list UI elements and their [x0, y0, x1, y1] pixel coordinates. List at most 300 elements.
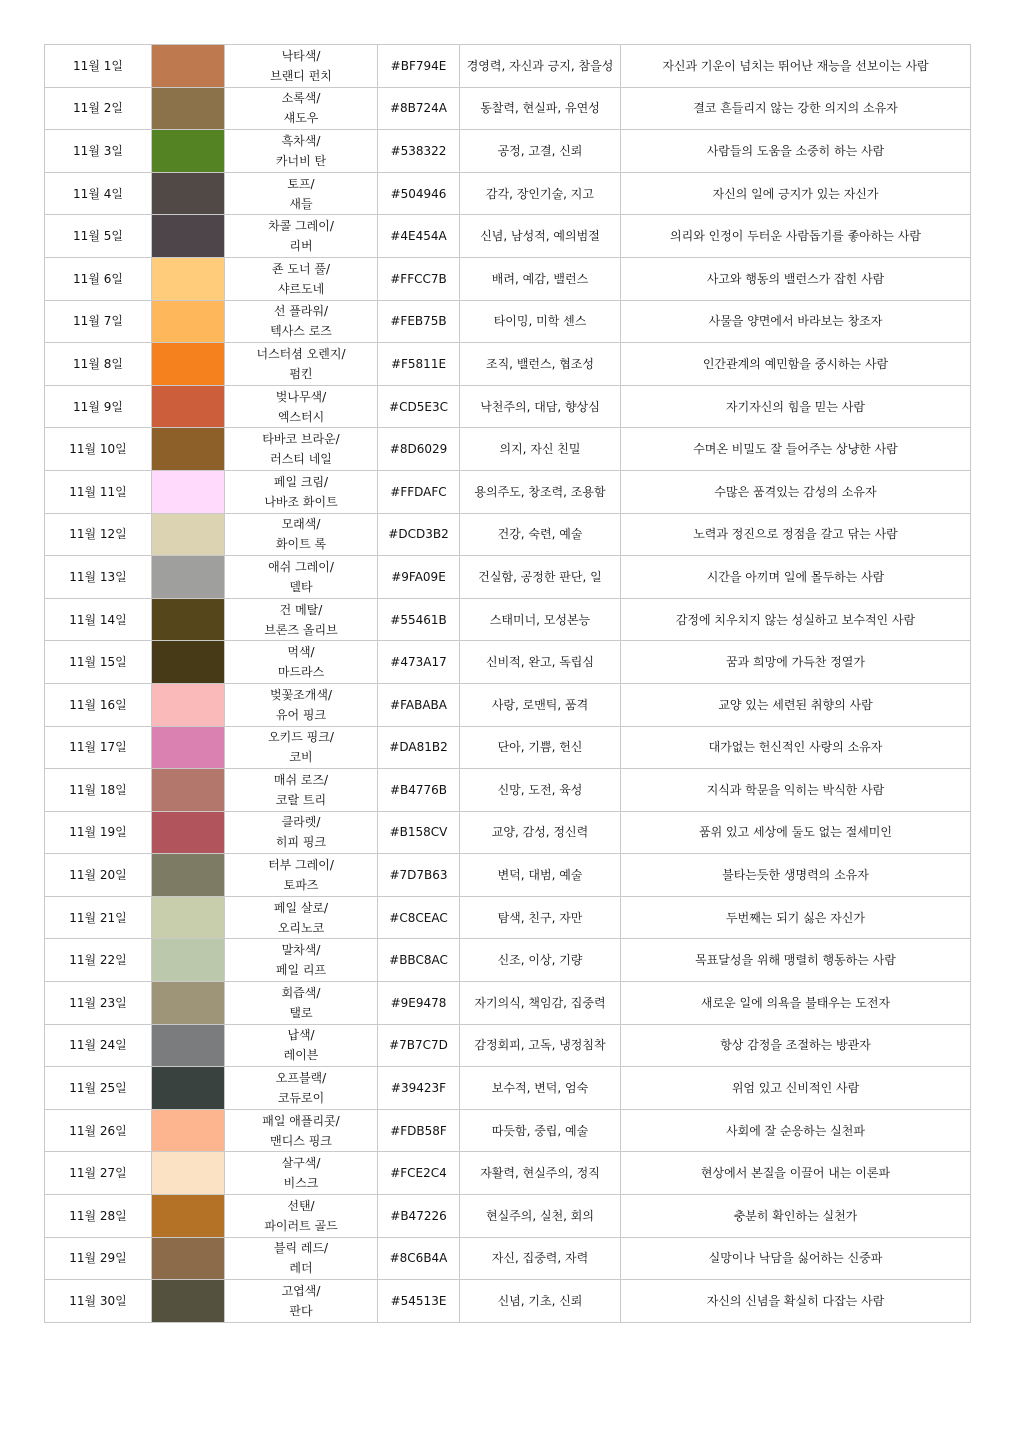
- color-swatch: [152, 45, 224, 87]
- color-name-secondary: 레더: [289, 1261, 313, 1276]
- color-swatch: [152, 556, 224, 598]
- table-row: [45, 1195, 971, 1238]
- color-name-secondary: 러스티 네일: [270, 452, 332, 467]
- description-cell: 꿈과 희망에 가득찬 정열가: [621, 641, 971, 684]
- color-name-secondary: 맨디스 핑크: [270, 1133, 332, 1148]
- date-cell: 11월 23일: [45, 982, 152, 1025]
- table-row: [45, 1024, 971, 1067]
- color-name-secondary: 코랄 트리: [275, 792, 327, 807]
- color-name-secondary: 나바조 화이트: [264, 494, 338, 509]
- keywords-cell: 보수적, 변덕, 엄숙: [460, 1067, 621, 1110]
- hex-code-cell: #8D6029: [378, 428, 460, 471]
- color-name-secondary: 마드라스: [277, 665, 325, 680]
- color-name-primary: 페일 크림/: [273, 474, 329, 489]
- swatch-cell: [152, 300, 225, 343]
- swatch-cell: [152, 726, 225, 769]
- color-swatch: [152, 897, 224, 939]
- color-name-cell: [225, 1195, 378, 1238]
- color-swatch: [152, 982, 224, 1024]
- date-cell: 11월 7일: [45, 300, 152, 343]
- color-name-secondary: 엑스터시: [277, 409, 325, 424]
- swatch-cell: [152, 811, 225, 854]
- color-name-cell: [225, 896, 378, 939]
- description-cell: 새로운 일에 의욕을 불태우는 도전자: [621, 982, 971, 1025]
- date-cell: 11월 24일: [45, 1024, 152, 1067]
- keywords-cell: 낙천주의, 대담, 향상심: [460, 385, 621, 428]
- swatch-cell: [152, 982, 225, 1025]
- color-name-secondary: 펌킨: [289, 366, 313, 381]
- hex-code-cell: #9E9478: [378, 982, 460, 1025]
- swatch-cell: [152, 598, 225, 641]
- description-cell: 인간관계의 예민함을 중시하는 사람: [621, 343, 971, 386]
- date-cell: 11월 15일: [45, 641, 152, 684]
- hex-code-cell: #DA81B2: [378, 726, 460, 769]
- color-name-secondary: 오리노코: [277, 920, 325, 935]
- color-name-secondary: 섀도우: [283, 111, 319, 126]
- description-cell: 사람들의 도움을 소중히 하는 사람: [621, 130, 971, 173]
- color-swatch: [152, 599, 224, 641]
- swatch-cell: [152, 1280, 225, 1323]
- color-name-cell: [225, 939, 378, 982]
- table-row: [45, 172, 971, 215]
- hex-code-cell: #FCE2C4: [378, 1152, 460, 1195]
- color-name-primary: 선 플라워/: [273, 304, 329, 319]
- date-cell: 11월 16일: [45, 683, 152, 726]
- description-cell: 자기자신의 힘을 믿는 사람: [621, 385, 971, 428]
- description-cell: 교양 있는 세련된 취향의 사람: [621, 683, 971, 726]
- color-swatch: [152, 812, 224, 854]
- color-name-primary: 납색/: [287, 1028, 315, 1043]
- date-cell: 11월 20일: [45, 854, 152, 897]
- hex-code-cell: #C8CEAC: [378, 896, 460, 939]
- color-name-cell: [225, 641, 378, 684]
- color-name-cell: [225, 769, 378, 812]
- date-cell: 11월 5일: [45, 215, 152, 258]
- color-swatch: [152, 939, 224, 981]
- date-cell: 11월 14일: [45, 598, 152, 641]
- keywords-cell: 신망, 도전, 육성: [460, 769, 621, 812]
- description-cell: 현상에서 본질을 이끌어 내는 이론파: [621, 1152, 971, 1195]
- hex-code-cell: #8B724A: [378, 87, 460, 130]
- color-swatch: [152, 88, 224, 130]
- color-name-secondary: 유어 핑크: [275, 707, 327, 722]
- swatch-cell: [152, 769, 225, 812]
- table-row: [45, 87, 971, 130]
- date-cell: 11월 11일: [45, 470, 152, 513]
- color-swatch: [152, 1110, 224, 1152]
- color-name-cell: [225, 257, 378, 300]
- hex-code-cell: #4E454A: [378, 215, 460, 258]
- hex-code-cell: #FFCC7B: [378, 257, 460, 300]
- keywords-cell: 경영력, 자신과 긍지, 참을성: [460, 45, 621, 88]
- color-swatch: [152, 1280, 224, 1322]
- date-cell: 11월 9일: [45, 385, 152, 428]
- date-cell: 11월 6일: [45, 257, 152, 300]
- hex-code-cell: #FFDAFC: [378, 470, 460, 513]
- description-cell: 실망이나 낙담을 싫어하는 신중파: [621, 1237, 971, 1280]
- color-name-primary: 벚나무색/: [275, 389, 327, 404]
- description-cell: 노력과 정진으로 정점을 갈고 닦는 사람: [621, 513, 971, 556]
- color-name-primary: 회즙색/: [281, 985, 321, 1000]
- color-name-primary: 죤 도너 풀/: [271, 261, 331, 276]
- swatch-cell: [152, 215, 225, 258]
- description-cell: 대가없는 헌신적인 사랑의 소유자: [621, 726, 971, 769]
- date-cell: 11월 1일: [45, 45, 152, 88]
- table-row: [45, 769, 971, 812]
- table-row: [45, 939, 971, 982]
- color-name-primary: 먹색/: [287, 645, 315, 660]
- keywords-cell: 동찰력, 현실파, 유연성: [460, 87, 621, 130]
- hex-code-cell: #F5811E: [378, 343, 460, 386]
- keywords-cell: 신조, 이상, 기량: [460, 939, 621, 982]
- hex-code-cell: #BF794E: [378, 45, 460, 88]
- date-cell: 11월 22일: [45, 939, 152, 982]
- color-name-cell: [225, 300, 378, 343]
- description-cell: 목표달성을 위해 맹렬히 행동하는 사람: [621, 939, 971, 982]
- date-cell: 11월 21일: [45, 896, 152, 939]
- hex-code-cell: #CD5E3C: [378, 385, 460, 428]
- date-cell: 11월 3일: [45, 130, 152, 173]
- color-name-secondary: 코비: [289, 750, 313, 765]
- description-cell: 지식과 학문을 익히는 박식한 사람: [621, 769, 971, 812]
- table-row: [45, 300, 971, 343]
- date-cell: 11월 29일: [45, 1237, 152, 1280]
- keywords-cell: 의지, 자신 친밀: [460, 428, 621, 471]
- color-swatch: [152, 1025, 224, 1067]
- color-name-secondary: 브론즈 올리브: [264, 622, 338, 637]
- keywords-cell: 용의주도, 창조력, 조용함: [460, 470, 621, 513]
- color-name-cell: [225, 1280, 378, 1323]
- color-name-primary: 차콜 그레이/: [268, 219, 334, 234]
- color-name-primary: 살구색/: [281, 1156, 321, 1171]
- color-name-cell: [225, 45, 378, 88]
- color-name-primary: 모래색/: [281, 517, 321, 532]
- swatch-cell: [152, 1109, 225, 1152]
- date-cell: 11월 13일: [45, 556, 152, 599]
- color-name-secondary: 브랜디 펀치: [270, 68, 332, 83]
- description-cell: 자신과 기운이 넘치는 뛰어난 재능을 선보이는 사람: [621, 45, 971, 88]
- table-row: [45, 726, 971, 769]
- swatch-cell: [152, 556, 225, 599]
- color-name-cell: [225, 215, 378, 258]
- keywords-cell: 감정회피, 고독, 냉정침착: [460, 1024, 621, 1067]
- table-row: [45, 1067, 971, 1110]
- date-cell: 11월 4일: [45, 172, 152, 215]
- swatch-cell: [152, 1024, 225, 1067]
- color-swatch: [152, 130, 224, 172]
- color-name-primary: 토프/: [287, 176, 315, 191]
- table-row: [45, 854, 971, 897]
- table-row: [45, 130, 971, 173]
- date-cell: 11월 26일: [45, 1109, 152, 1152]
- color-swatch: [152, 769, 224, 811]
- table-row: [45, 556, 971, 599]
- color-name-primary: 벚꽃조개색/: [269, 687, 332, 702]
- color-name-primary: 소록색/: [281, 91, 321, 106]
- color-name-cell: [225, 1237, 378, 1280]
- table-row: [45, 343, 971, 386]
- color-name-secondary: 파이러트 골드: [264, 1218, 338, 1233]
- swatch-cell: [152, 513, 225, 556]
- swatch-cell: [152, 896, 225, 939]
- date-cell: 11월 10일: [45, 428, 152, 471]
- hex-code-cell: #FDB58F: [378, 1109, 460, 1152]
- color-swatch: [152, 301, 224, 343]
- table-row: [45, 45, 971, 88]
- swatch-cell: [152, 257, 225, 300]
- color-name-secondary: 판다: [289, 1304, 313, 1319]
- swatch-cell: [152, 1237, 225, 1280]
- color-swatch: [152, 173, 224, 215]
- description-cell: 충분히 확인하는 실천가: [621, 1195, 971, 1238]
- color-swatch: [152, 258, 224, 300]
- hex-code-cell: #FABABA: [378, 683, 460, 726]
- hex-code-cell: #54513E: [378, 1280, 460, 1323]
- color-name-cell: [225, 385, 378, 428]
- color-name-primary: 고엽색/: [281, 1284, 321, 1299]
- table-row: [45, 1280, 971, 1323]
- swatch-cell: [152, 854, 225, 897]
- color-name-primary: 흑차색/: [281, 133, 321, 148]
- description-cell: 불타는듯한 생명력의 소유자: [621, 854, 971, 897]
- keywords-cell: 교양, 감성, 정신력: [460, 811, 621, 854]
- swatch-cell: [152, 343, 225, 386]
- color-swatch: [152, 1195, 224, 1237]
- color-name-secondary: 페일 리프: [275, 963, 327, 978]
- hex-code-cell: #B158CV: [378, 811, 460, 854]
- description-cell: 품위 있고 세상에 둘도 없는 절세미인: [621, 811, 971, 854]
- color-name-cell: [225, 428, 378, 471]
- date-cell: 11월 25일: [45, 1067, 152, 1110]
- color-swatch: [152, 343, 224, 385]
- hex-code-cell: #39423F: [378, 1067, 460, 1110]
- color-swatch: [152, 1238, 224, 1280]
- color-name-primary: 블릭 레드/: [273, 1241, 329, 1256]
- swatch-cell: [152, 1195, 225, 1238]
- description-cell: 사물을 양면에서 바라보는 창조자: [621, 300, 971, 343]
- hex-code-cell: #B4776B: [378, 769, 460, 812]
- keywords-cell: 탐색, 친구, 자만: [460, 896, 621, 939]
- color-name-cell: [225, 1024, 378, 1067]
- color-name-secondary: 코듀로이: [277, 1091, 325, 1106]
- color-name-cell: [225, 811, 378, 854]
- swatch-cell: [152, 683, 225, 726]
- keywords-cell: 단아, 기쁨, 헌신: [460, 726, 621, 769]
- color-name-cell: [225, 130, 378, 173]
- description-cell: 결코 흔들리지 않는 강한 의지의 소유자: [621, 87, 971, 130]
- description-cell: 자신의 신념을 확실히 다잡는 사람: [621, 1280, 971, 1323]
- hex-code-cell: #7B7C7D: [378, 1024, 460, 1067]
- description-cell: 위엄 있고 신비적인 사람: [621, 1067, 971, 1110]
- hex-code-cell: #FEB75B: [378, 300, 460, 343]
- color-name-primary: 타바코 브라운/: [262, 432, 340, 447]
- color-name-primary: 애쉬 그레이/: [268, 559, 334, 574]
- keywords-cell: 타이밍, 미학 센스: [460, 300, 621, 343]
- date-cell: 11월 30일: [45, 1280, 152, 1323]
- table-row: [45, 641, 971, 684]
- keywords-cell: 스태미너, 모성본능: [460, 598, 621, 641]
- hex-code-cell: #473A17: [378, 641, 460, 684]
- description-cell: 감정에 치우치지 않는 성실하고 보수적인 사람: [621, 598, 971, 641]
- color-name-cell: [225, 87, 378, 130]
- color-swatch: [152, 641, 224, 683]
- keywords-cell: 사랑, 로맨틱, 품격: [460, 683, 621, 726]
- table-row: [45, 1109, 971, 1152]
- color-name-cell: [225, 556, 378, 599]
- color-name-cell: [225, 172, 378, 215]
- color-swatch: [152, 854, 224, 896]
- color-name-cell: [225, 683, 378, 726]
- table-row: [45, 896, 971, 939]
- color-swatch: [152, 727, 224, 769]
- color-name-secondary: 리버: [289, 239, 313, 254]
- color-name-primary: 오키드 핑크/: [268, 730, 334, 745]
- date-cell: 11월 19일: [45, 811, 152, 854]
- keywords-cell: 신념, 기초, 신뢰: [460, 1280, 621, 1323]
- hex-code-cell: #55461B: [378, 598, 460, 641]
- color-calendar-table: [44, 44, 971, 1323]
- swatch-cell: [152, 939, 225, 982]
- description-cell: 시간을 아끼며 일에 몰두하는 사람: [621, 556, 971, 599]
- color-name-primary: 매쉬 로즈/: [273, 772, 329, 787]
- keywords-cell: 건강, 숙련, 예술: [460, 513, 621, 556]
- color-name-secondary: 히피 핑크: [275, 835, 327, 850]
- description-cell: 사고와 행동의 밸런스가 잡힌 사람: [621, 257, 971, 300]
- hex-code-cell: #9FA09E: [378, 556, 460, 599]
- color-name-cell: [225, 513, 378, 556]
- description-cell: 두번째는 되기 싫은 자신가: [621, 896, 971, 939]
- description-cell: 자신의 일에 긍지가 있는 자신가: [621, 172, 971, 215]
- keywords-cell: 자기의식, 책임감, 집중력: [460, 982, 621, 1025]
- table-row: [45, 428, 971, 471]
- date-cell: 11월 2일: [45, 87, 152, 130]
- color-name-cell: [225, 1152, 378, 1195]
- hex-code-cell: #DCD3B2: [378, 513, 460, 556]
- keywords-cell: 자활력, 현실주의, 정직: [460, 1152, 621, 1195]
- keywords-cell: 신비적, 완고, 독립심: [460, 641, 621, 684]
- description-cell: 의리와 인정이 두터운 사람돕기를 좋아하는 사람: [621, 215, 971, 258]
- color-name-secondary: 텍사스 로즈: [270, 324, 332, 339]
- swatch-cell: [152, 130, 225, 173]
- keywords-cell: 감각, 장인기술, 지고: [460, 172, 621, 215]
- color-name-secondary: 샤르도네: [277, 281, 325, 296]
- color-name-cell: [225, 343, 378, 386]
- swatch-cell: [152, 385, 225, 428]
- table-row: [45, 385, 971, 428]
- color-name-cell: [225, 1067, 378, 1110]
- swatch-cell: [152, 172, 225, 215]
- color-name-cell: [225, 726, 378, 769]
- color-name-primary: 오프블랙/: [275, 1071, 327, 1086]
- color-name-primary: 건 메탈/: [279, 602, 323, 617]
- color-swatch: [152, 428, 224, 470]
- date-cell: 11월 8일: [45, 343, 152, 386]
- keywords-cell: 변덕, 대범, 예술: [460, 854, 621, 897]
- color-name-primary: 말차색/: [281, 943, 321, 958]
- keywords-cell: 현실주의, 실천, 회의: [460, 1195, 621, 1238]
- color-name-primary: 선탠/: [287, 1198, 315, 1213]
- color-swatch: [152, 1067, 224, 1109]
- color-name-secondary: 레이븐: [283, 1048, 319, 1063]
- keywords-cell: 공정, 고결, 신뢰: [460, 130, 621, 173]
- table-body: [45, 45, 971, 1323]
- table-row: [45, 598, 971, 641]
- swatch-cell: [152, 45, 225, 88]
- table-row: [45, 257, 971, 300]
- color-swatch: [152, 386, 224, 428]
- color-name-secondary: 새들: [289, 196, 313, 211]
- date-cell: 11월 28일: [45, 1195, 152, 1238]
- color-name-primary: 너스터셤 오렌지/: [256, 346, 346, 361]
- color-name-secondary: 카너비 탄: [275, 153, 327, 168]
- table-row: [45, 1152, 971, 1195]
- color-name-primary: 클라렛/: [281, 815, 321, 830]
- color-name-secondary: 비스크: [283, 1176, 319, 1191]
- keywords-cell: 건실함, 공정한 판단, 일: [460, 556, 621, 599]
- hex-code-cell: #B47226: [378, 1195, 460, 1238]
- keywords-cell: 자신, 집중력, 자력: [460, 1237, 621, 1280]
- color-name-primary: 낙타색/: [281, 48, 321, 63]
- swatch-cell: [152, 428, 225, 471]
- color-name-secondary: 토파즈: [283, 878, 319, 893]
- description-cell: 항상 감정을 조절하는 방관자: [621, 1024, 971, 1067]
- hex-code-cell: #BBC8AC: [378, 939, 460, 982]
- hex-code-cell: #504946: [378, 172, 460, 215]
- date-cell: 11월 18일: [45, 769, 152, 812]
- color-name-secondary: 델타: [289, 579, 313, 594]
- color-name-cell: [225, 982, 378, 1025]
- description-cell: 사회에 잘 순응하는 실천파: [621, 1109, 971, 1152]
- color-swatch: [152, 514, 224, 556]
- color-name-primary: 터부 그레이/: [268, 858, 334, 873]
- hex-code-cell: #7D7B63: [378, 854, 460, 897]
- table-row: [45, 811, 971, 854]
- color-name-primary: 페일 살로/: [273, 900, 329, 915]
- keywords-cell: 조직, 밸런스, 협조성: [460, 343, 621, 386]
- date-cell: 11월 12일: [45, 513, 152, 556]
- table-row: [45, 513, 971, 556]
- swatch-cell: [152, 470, 225, 513]
- swatch-cell: [152, 87, 225, 130]
- description-cell: 수며온 비밀도 잘 들어주는 상냥한 사람: [621, 428, 971, 471]
- color-name-secondary: 화이트 록: [275, 537, 327, 552]
- keywords-cell: 따듯함, 중립, 예술: [460, 1109, 621, 1152]
- color-swatch: [152, 1152, 224, 1194]
- hex-code-cell: #538322: [378, 130, 460, 173]
- color-name-cell: [225, 598, 378, 641]
- table-row: [45, 982, 971, 1025]
- keywords-cell: 신념, 남성적, 예의범절: [460, 215, 621, 258]
- color-swatch: [152, 471, 224, 513]
- date-cell: 11월 17일: [45, 726, 152, 769]
- color-name-cell: [225, 1109, 378, 1152]
- color-swatch: [152, 684, 224, 726]
- color-name-cell: [225, 470, 378, 513]
- color-name-secondary: 탤로: [289, 1005, 313, 1020]
- swatch-cell: [152, 1067, 225, 1110]
- color-name-cell: [225, 854, 378, 897]
- table-row: [45, 470, 971, 513]
- color-swatch: [152, 215, 224, 257]
- hex-code-cell: #8C6B4A: [378, 1237, 460, 1280]
- keywords-cell: 배려, 예감, 밸런스: [460, 257, 621, 300]
- table-row: [45, 215, 971, 258]
- table-row: [45, 683, 971, 726]
- table-row: [45, 1237, 971, 1280]
- color-name-primary: 패일 애플리콧/: [262, 1113, 340, 1128]
- description-cell: 수많은 품격있는 감성의 소유자: [621, 470, 971, 513]
- swatch-cell: [152, 641, 225, 684]
